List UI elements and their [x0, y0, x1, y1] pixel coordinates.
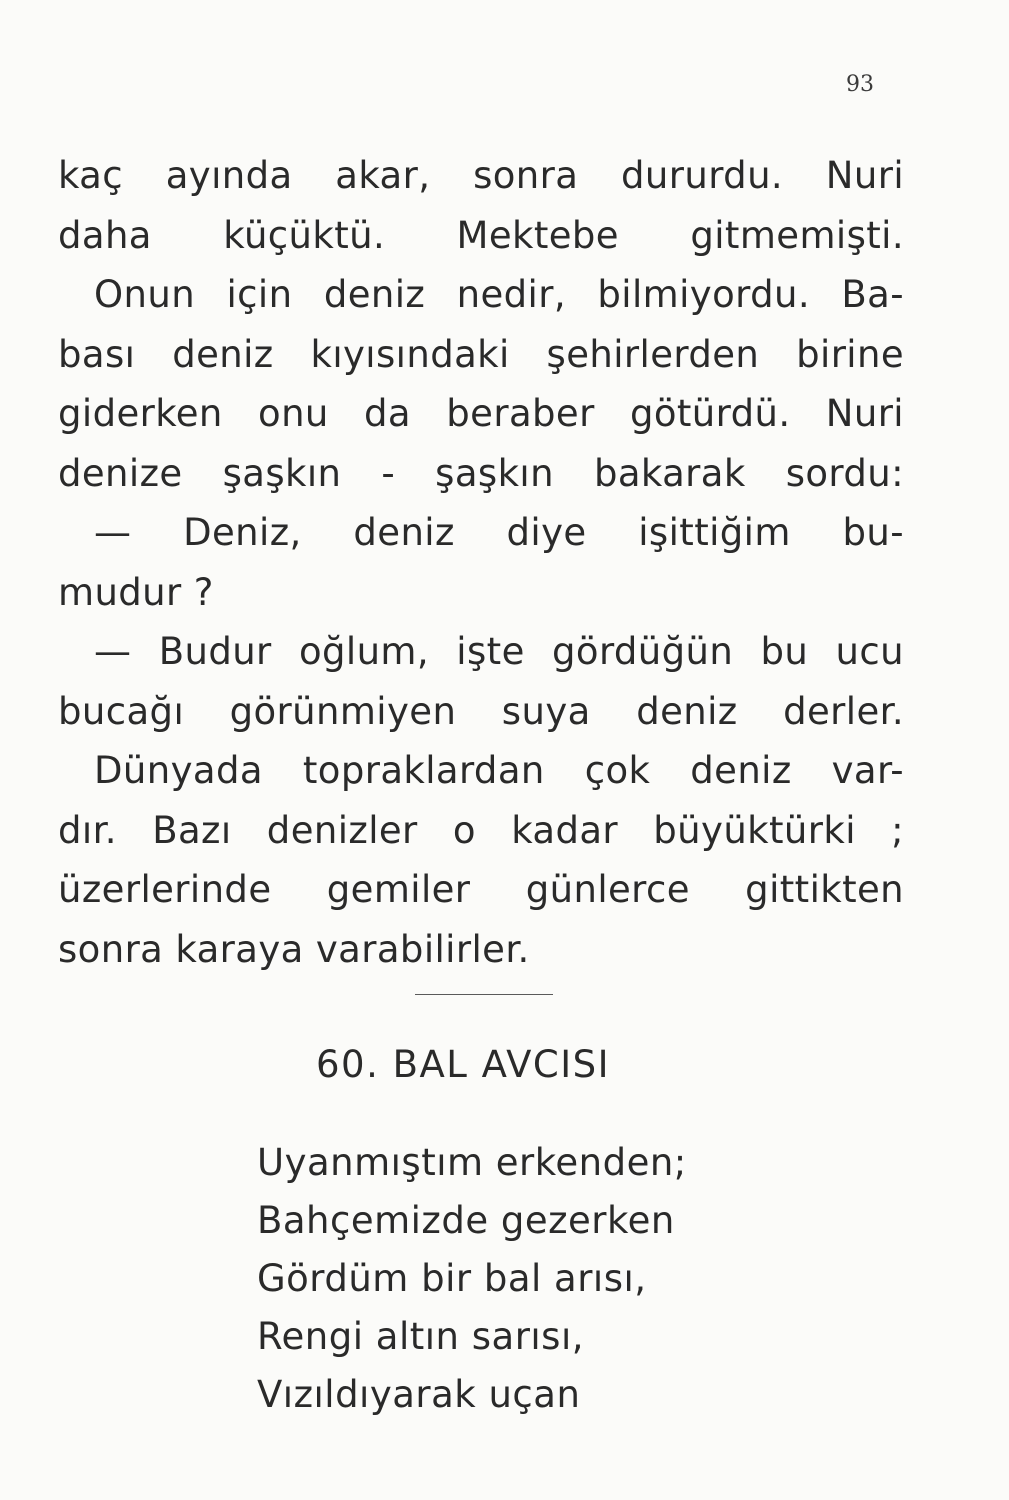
prose-line: bucağı görünmiyen suya deniz derler.: [58, 689, 904, 733]
section-heading: 60. BAL AVCISI: [316, 1043, 611, 1086]
prose-line: bası deniz kıyısındaki şehirlerden birine: [58, 332, 904, 376]
prose-line: üzerlerinde gemiler günlerce gittikten: [58, 868, 904, 911]
poem: [257, 1134, 687, 1424]
prose-line: kaç ayında akar, sonra dururdu. Nuri: [58, 154, 904, 197]
prose-body: [58, 146, 904, 979]
prose-line: sonra karaya varabilirler.: [58, 927, 530, 971]
prose-line: — Budur oğlum, işte gördüğün bu ucu: [94, 630, 904, 673]
prose-line: daha küçüktü. Mektebe gitmemişti.: [58, 213, 904, 257]
prose-line: — Deniz, deniz diye işittiğim bu-: [94, 511, 904, 554]
prose-line: mudur ?: [58, 570, 214, 614]
section-divider: [415, 994, 553, 995]
prose-line: Onun için deniz nedir, bilmiyordu. Ba-: [94, 273, 904, 316]
prose-line: giderken onu da beraber götürdü. Nuri: [58, 392, 904, 435]
poem-line: Vızıldıyarak uçan: [257, 1373, 581, 1416]
prose-line: dır. Bazı denizler o kadar büyüktürki ;: [58, 808, 904, 852]
prose-line: Dünyada topraklardan çok deniz var-: [94, 749, 904, 792]
prose-line: denize şaşkın - şaşkın bakarak sordu:: [58, 451, 904, 495]
poem-line: Uyanmıştım erkenden;: [257, 1141, 687, 1184]
poem-line: Bahçemizde gezerken: [257, 1199, 675, 1242]
page-number: 93: [846, 72, 874, 97]
poem-line: Rengi altın sarısı,: [257, 1315, 584, 1358]
poem-line: Gördüm bir bal arısı,: [257, 1257, 647, 1300]
